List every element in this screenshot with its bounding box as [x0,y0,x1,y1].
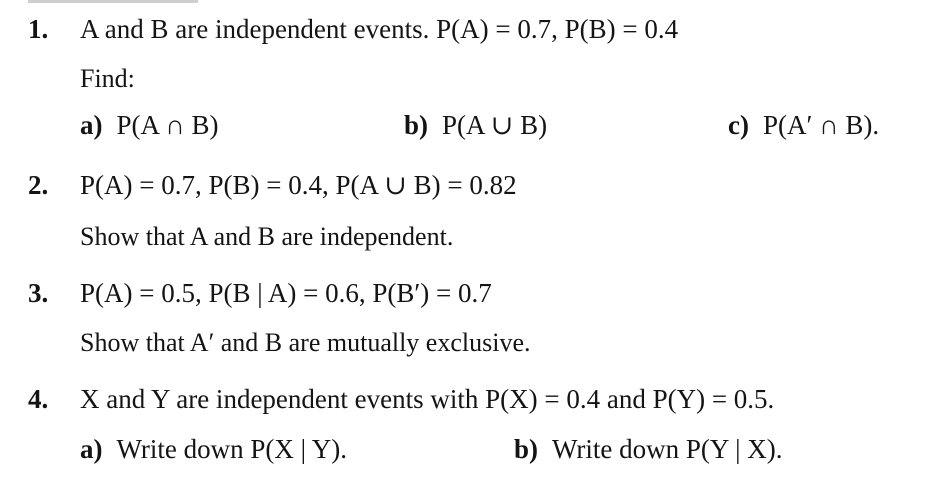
question-number: 3. [28,278,49,308]
question-instruction: Show that A and B are independent. [80,222,454,251]
part-expression: Write down P(X | Y). [116,434,348,464]
question-number: 4. [28,384,49,414]
part-b [514,432,783,466]
question-instruction: Show that A′ and B are mutually exclusive. [80,328,531,357]
part-label: c) [728,110,749,140]
part-label: b) [514,434,539,464]
question-number: 2. [28,170,49,200]
question-text: P(A) = 0.7, P(B) = 0.4, P(A ∪ B) = 0.82 [80,170,517,200]
part-expression: Write down P(Y | X). [552,434,783,464]
question-text: X and Y are independent events with P(X) = 0.4 and P(Y) = 0.5. [80,384,775,414]
question-text: P(A) = 0.5, P(B | A) = 0.6, P(B′) = 0.7 [80,278,492,308]
question-number: 1. [28,14,49,44]
part-expression: P(A ∪ B) [442,110,548,140]
part-label: b) [404,110,429,140]
part-label: a) [80,434,103,464]
part-expression: P(A ∩ B) [116,110,219,140]
question-instruction: Find: [80,64,135,93]
top-divider [28,0,198,3]
part-b [404,108,547,142]
part-expression: P(A′ ∩ B). [762,110,880,140]
part-c [728,108,879,142]
part-label: a) [80,110,103,140]
question-text: A and B are independent events. P(A) = 0.7, P(B) = 0.4 [80,14,679,44]
part-a [80,432,347,466]
part-a [80,108,219,142]
